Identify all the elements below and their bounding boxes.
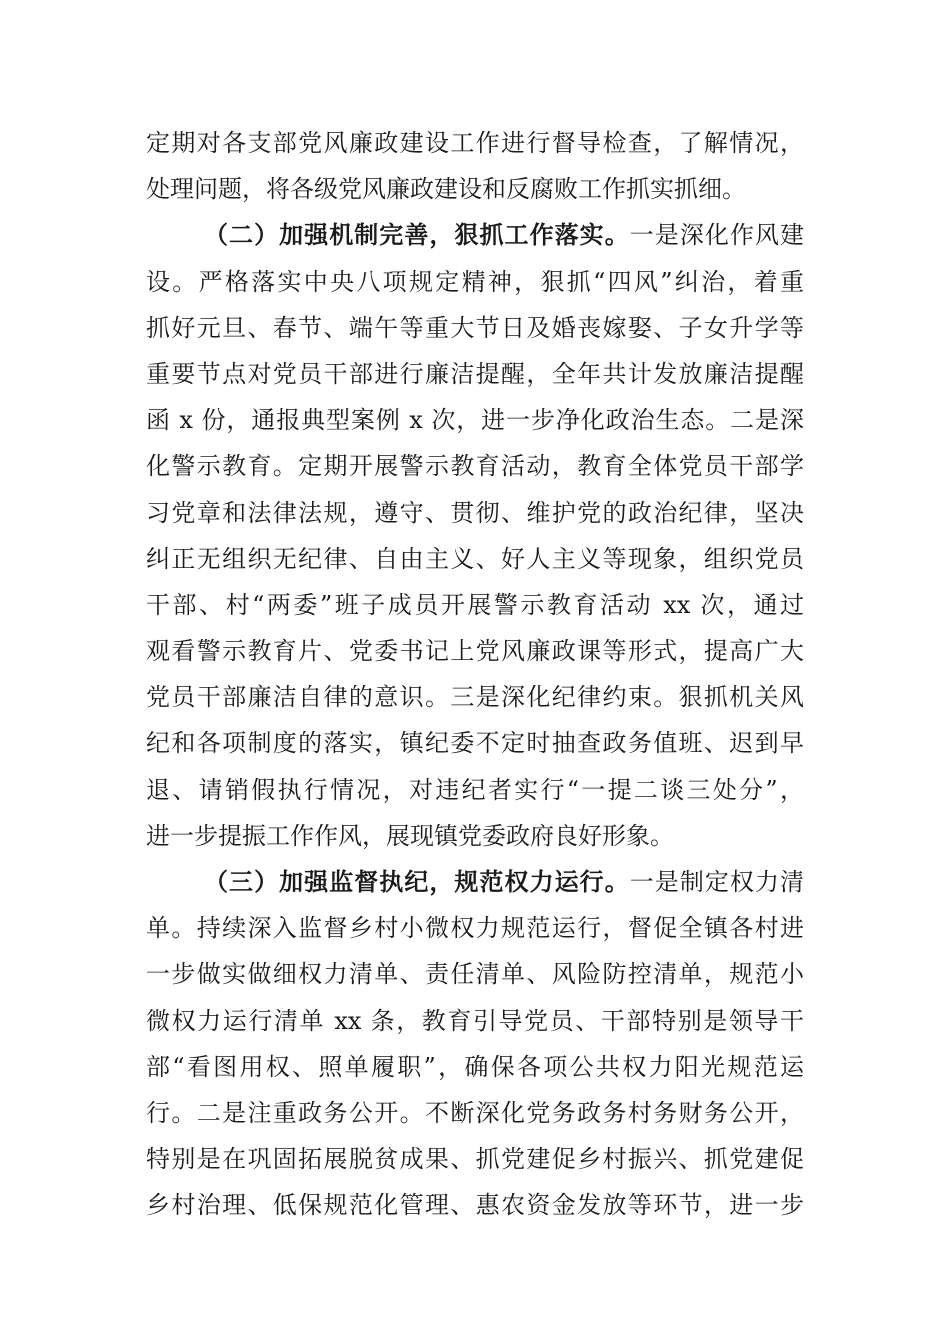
- paragraph-first-line: [146, 859, 804, 905]
- paragraph-line: 抓好元旦、春节、端午等重大节日及婚丧嫁娶、子女升学等: [146, 313, 804, 342]
- paragraph-line: 单。持续深入监督乡村小微权力规范运行，督促全镇各村进: [146, 914, 804, 943]
- paragraph-line: 习党章和法律法规，遵守、贯彻、维护党的政治纪律，坚决: [146, 498, 804, 527]
- paragraph-line: 行。二是注重政务公开。不断深化党务政务村务财务公开，: [146, 1098, 804, 1127]
- paragraph-line: 干部、村“两委”班子成员开展警示教育活动 xx 次，通过: [146, 590, 804, 619]
- paragraph-line: 定期对各支部党风廉政建设工作进行督导检查，了解情况，: [146, 129, 804, 157]
- paragraph-2: [146, 212, 804, 859]
- paragraph-line: 观看警示教育片、党委书记上党风廉政课等形式，提高广大: [146, 637, 804, 666]
- paragraph-line: 特别是在巩固拓展脱贫成果、抓党建促乡村振兴、抓党建促: [146, 1145, 804, 1174]
- paragraph-3: [146, 859, 804, 1229]
- paragraph-first-line: [146, 212, 804, 258]
- paragraph-line: 退、请销假执行情况，对违纪者实行“一提二谈三处分”，: [146, 775, 804, 804]
- paragraph-line: 重要节点对党员干部进行廉洁提醒，全年共计发放廉洁提醒: [146, 359, 804, 388]
- paragraph-line: 设。严格落实中央八项规定精神，狠抓“四风”纠治，着重: [146, 267, 804, 296]
- paragraph-line: 党员干部廉洁自律的意识。三是深化纪律约束。狠抓机关风: [146, 683, 804, 712]
- paragraph-line: 部“看图用权、照单履职”，确保各项公共权力阳光规范运: [146, 1052, 804, 1081]
- paragraph-line: 乡村治理、低保规范化管理、惠农资金发放等环节，进一步: [146, 1191, 804, 1220]
- paragraph-line: 纪和各项制度的落实，镇纪委不定时抽查政务值班、迟到早: [146, 729, 804, 758]
- paragraph-line: 处理问题，将各级党风廉政建设和反腐败工作抓实抓细。: [146, 175, 746, 204]
- paragraph-line: 进一步提振工作作风，展现镇党委政府良好形象。: [146, 821, 674, 850]
- paragraph-line: 化警示教育。定期开展警示教育活动，教育全体党员干部学: [146, 452, 804, 481]
- paragraph-line-rest: 一是制定权力清: [629, 868, 804, 896]
- paragraph-line: 函 x 份，通报典型案例 x 次，进一步净化政治生态。二是深: [146, 406, 804, 435]
- paragraph-line: 纠正无组织无纪律、自由主义、好人主义等现象，组织党员: [146, 544, 804, 573]
- section-heading-3: （三）加强监督执纪，规范权力运行。: [204, 867, 630, 896]
- section-heading-2: （二）加强机制完善，狠抓工作落实。: [204, 220, 630, 250]
- paragraph-1: [146, 120, 804, 212]
- paragraph-line-rest: 一是深化作风建: [629, 221, 804, 250]
- document-body: [146, 120, 804, 1229]
- paragraph-line: 微权力运行清单 xx 条，教育引导党员、干部特别是领导干: [146, 1006, 804, 1035]
- paragraph-line: 一步做实做细权力清单、责任清单、风险防控清单，规范小: [146, 960, 804, 989]
